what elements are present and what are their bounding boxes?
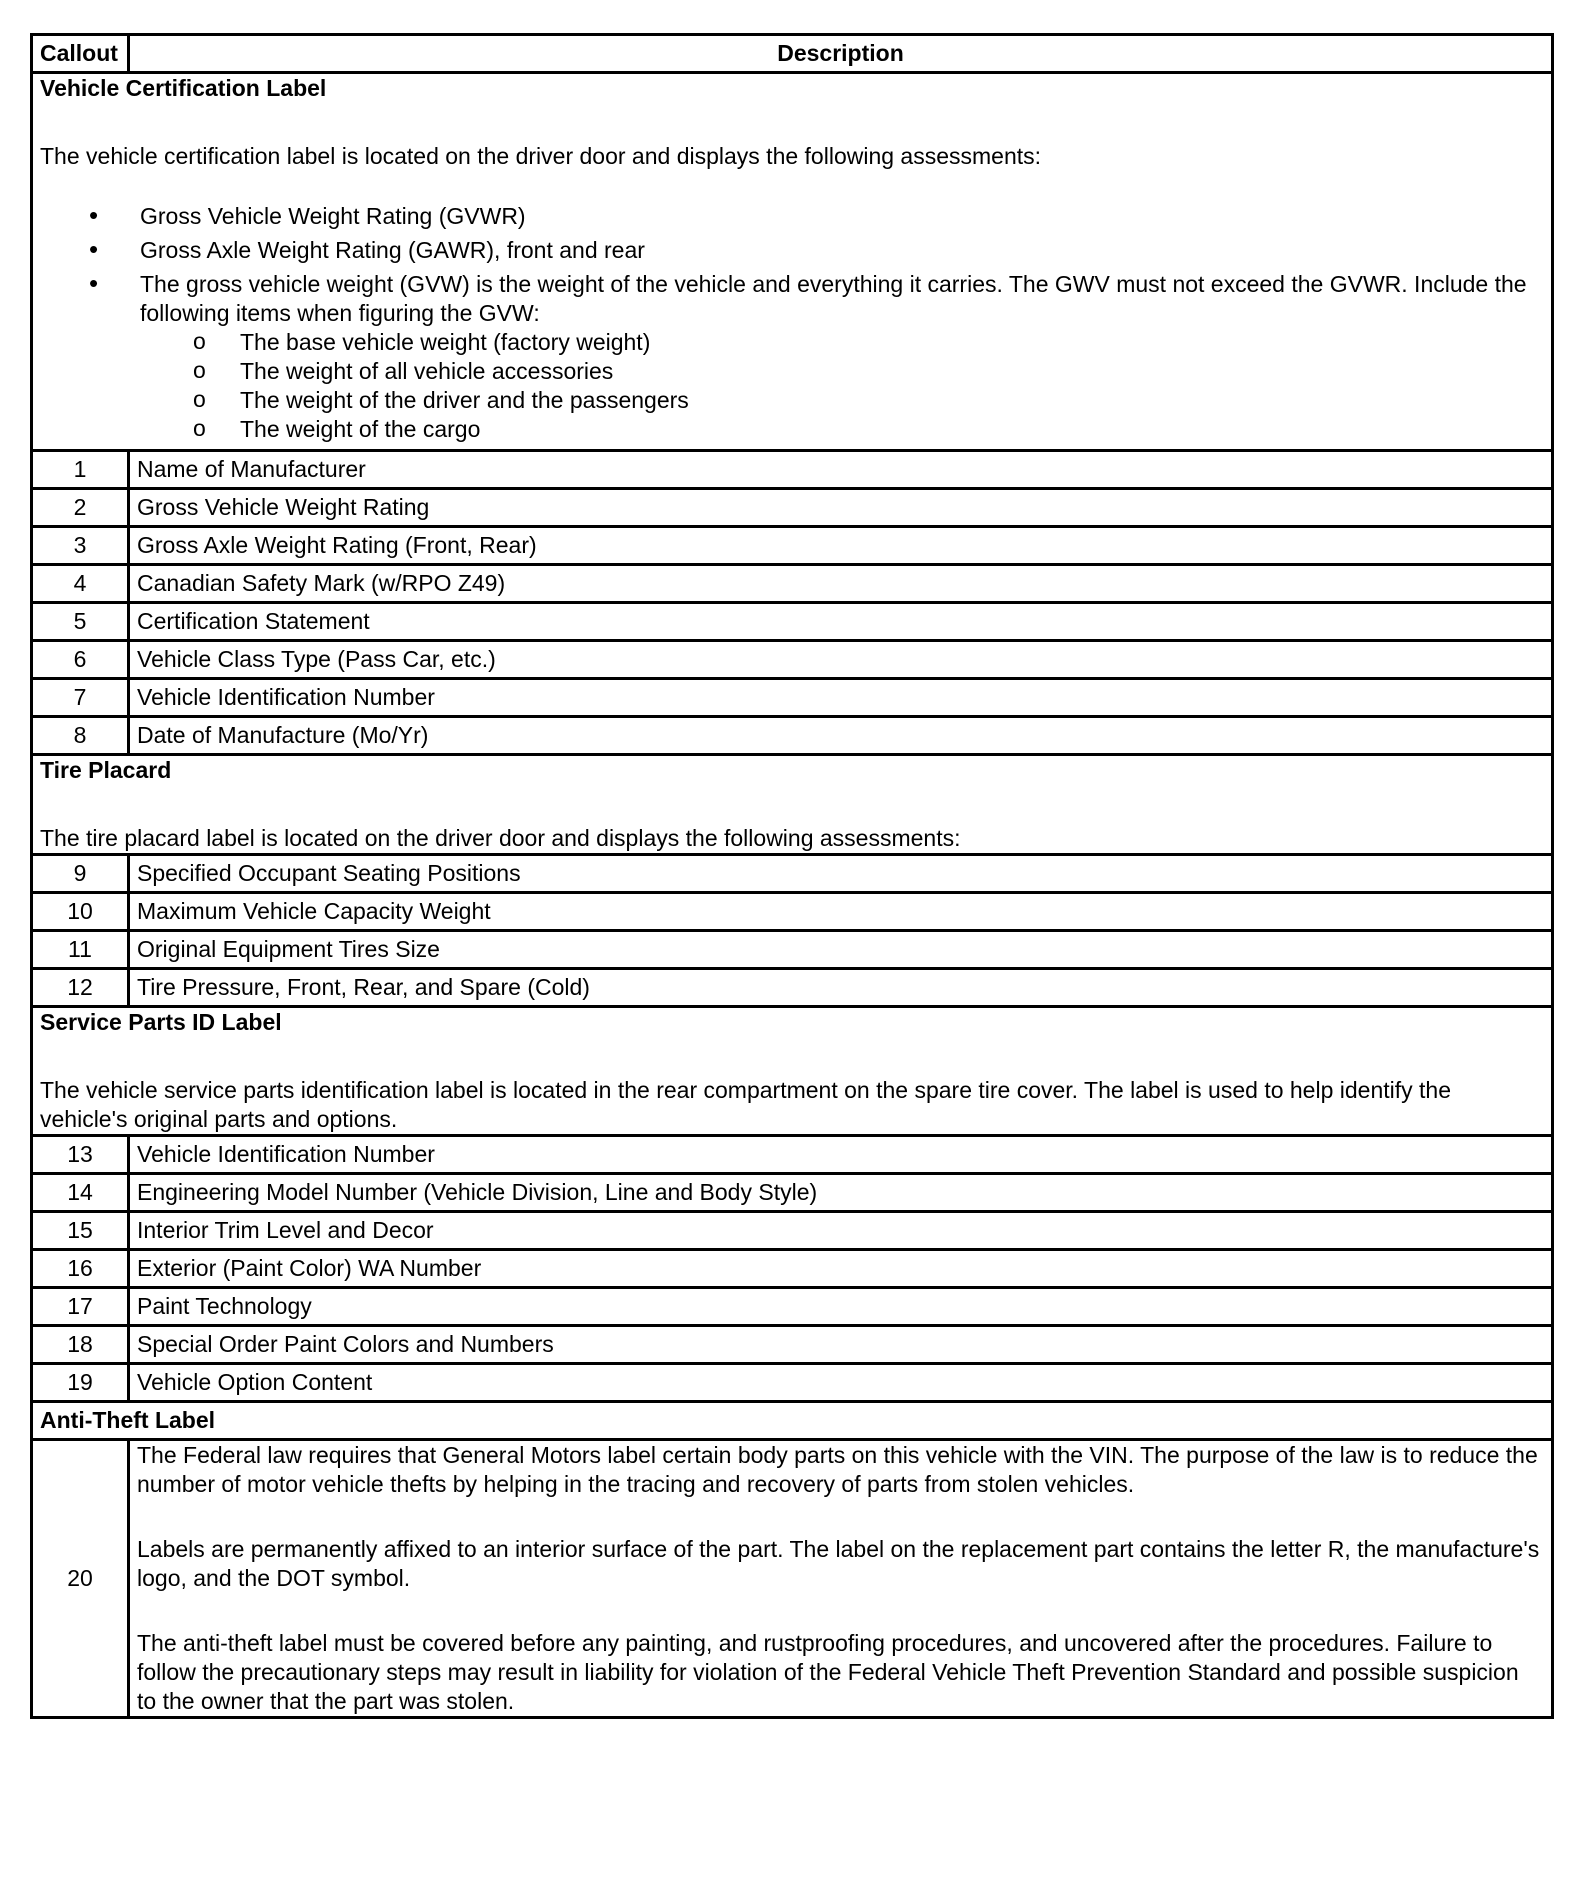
- bullet-item: • Gross Vehicle Weight Rating (GVWR): [40, 202, 1544, 231]
- table-row: [32, 489, 1553, 527]
- callout-number: 14: [32, 1174, 129, 1212]
- callout-number: 6: [32, 641, 129, 679]
- header-row: [32, 35, 1553, 73]
- paragraph: Labels are permanently affixed to an interior surface of the part. The label on the replacement part contains the letter R, the manufacture's logo, and the DOT symbol.: [137, 1536, 1540, 1591]
- table-row: [32, 641, 1553, 679]
- callout-description: Certification Statement: [129, 603, 1553, 641]
- callout-number: 10: [32, 893, 129, 931]
- callout-number: 7: [32, 679, 129, 717]
- section-intro: The tire placard label is located on the driver door and displays the following assessments:: [40, 825, 961, 851]
- sub-bullet-list: [140, 328, 1544, 444]
- sub-bullet-item: o The base vehicle weight (factory weight): [140, 328, 1544, 357]
- table-row: [32, 969, 1553, 1007]
- callout-description: [129, 1440, 1553, 1718]
- section-title: Vehicle Certification Label: [40, 75, 327, 101]
- section-row-vehicle-certification: [32, 73, 1553, 451]
- section-row-tire-placard: [32, 755, 1553, 855]
- callout-number: 11: [32, 931, 129, 969]
- callout-description: Interior Trim Level and Decor: [129, 1212, 1553, 1250]
- callout-number: 19: [32, 1364, 129, 1402]
- table-row: [32, 855, 1553, 893]
- bullet-list: [40, 202, 1544, 444]
- paragraph: The anti-theft label must be covered before any painting, and rustproofing procedures, and uncovered after the procedures. Failure to follow the precautionary steps may result in liability for violation of the Federal Vehicle Theft Prevention Standard and possible suspicion to the owner that the part was stolen.: [137, 1630, 1519, 1714]
- table-row: [32, 565, 1553, 603]
- callout-description: Name of Manufacturer: [129, 451, 1553, 489]
- sub-bullet-item: o The weight of the cargo: [140, 415, 1544, 444]
- table-row: [32, 1440, 1553, 1718]
- callout-number: 13: [32, 1136, 129, 1174]
- callout-number: 5: [32, 603, 129, 641]
- sub-bullet-item: o The weight of the driver and the passengers: [140, 386, 1544, 415]
- sub-bullet-item: o The weight of all vehicle accessories: [140, 357, 1544, 386]
- section-intro: The vehicle service parts identification label is located in the rear compartment on the spare tire cover. The label is used to help identify the vehicle's original parts and options.: [40, 1077, 1452, 1132]
- table-row: [32, 527, 1553, 565]
- table-row: [32, 1288, 1553, 1326]
- table-row: [32, 603, 1553, 641]
- callout-description: Original Equipment Tires Size: [129, 931, 1553, 969]
- section-row-service-parts: [32, 1007, 1553, 1136]
- callout-description: Vehicle Option Content: [129, 1364, 1553, 1402]
- callout-number: 1: [32, 451, 129, 489]
- callout-description: Exterior (Paint Color) WA Number: [129, 1250, 1553, 1288]
- table-row: [32, 451, 1553, 489]
- section-service-parts: [32, 1007, 1553, 1136]
- callout-number: 8: [32, 717, 129, 755]
- callout-description: Special Order Paint Colors and Numbers: [129, 1326, 1553, 1364]
- callout-description: Vehicle Identification Number: [129, 1136, 1553, 1174]
- table-row: [32, 717, 1553, 755]
- section-title: Tire Placard: [40, 757, 172, 783]
- callout-number: 18: [32, 1326, 129, 1364]
- callout-number: 4: [32, 565, 129, 603]
- table-row: [32, 1250, 1553, 1288]
- bullet-item: • The gross vehicle weight (GVW) is the weight of the vehicle and everything it carries. The GWV must not exceed the GVWR. Include the following items when figuring the GVW: o The base vehicle weight (factory weight) o The weight of all vehicle accessories o The weight of the driver and the passengers o The weight of the cargo: [40, 270, 1544, 444]
- callout-description: Tire Pressure, Front, Rear, and Spare (Cold): [129, 969, 1553, 1007]
- section-intro: The vehicle certification label is located on the driver door and displays the following assessments:: [40, 143, 1042, 169]
- callout-description: Gross Vehicle Weight Rating: [129, 489, 1553, 527]
- bullet-item: • Gross Axle Weight Rating (GAWR), front and rear: [40, 236, 1544, 265]
- callout-description: Engineering Model Number (Vehicle Division, Line and Body Style): [129, 1174, 1553, 1212]
- callout-description: Gross Axle Weight Rating (Front, Rear): [129, 527, 1553, 565]
- callout-number: 12: [32, 969, 129, 1007]
- table-row: [32, 931, 1553, 969]
- callout-number: 15: [32, 1212, 129, 1250]
- callout-description: Vehicle Class Type (Pass Car, etc.): [129, 641, 1553, 679]
- callout-number: 20: [32, 1440, 129, 1718]
- section-title: Service Parts ID Label: [40, 1009, 282, 1035]
- table-row: [32, 1174, 1553, 1212]
- column-header-description: Description: [129, 35, 1553, 73]
- callout-number: 3: [32, 527, 129, 565]
- section-row-anti-theft: [32, 1402, 1553, 1440]
- callout-number: 2: [32, 489, 129, 527]
- table-row: [32, 1326, 1553, 1364]
- callout-description: Canadian Safety Mark (w/RPO Z49): [129, 565, 1553, 603]
- callout-description: Specified Occupant Seating Positions: [129, 855, 1553, 893]
- table-row: [32, 1136, 1553, 1174]
- callout-description: Vehicle Identification Number: [129, 679, 1553, 717]
- callout-number: 16: [32, 1250, 129, 1288]
- table-row: [32, 1364, 1553, 1402]
- section-tire-placard: [32, 755, 1553, 855]
- callout-description: Maximum Vehicle Capacity Weight: [129, 893, 1553, 931]
- callout-number: 17: [32, 1288, 129, 1326]
- section-vehicle-certification: [32, 73, 1553, 451]
- column-header-callout: Callout: [32, 35, 129, 73]
- callout-number: 9: [32, 855, 129, 893]
- callout-description: Paint Technology: [129, 1288, 1553, 1326]
- section-title: Anti-Theft Label: [32, 1402, 1553, 1440]
- table-row: [32, 679, 1553, 717]
- table-row: [32, 1212, 1553, 1250]
- paragraph: The Federal law requires that General Motors label certain body parts on this vehicle with the VIN. The purpose of the law is to reduce the number of motor vehicle thefts by helping in the tracing and recovery of parts from stolen vehicles.: [137, 1442, 1538, 1497]
- table-row: [32, 893, 1553, 931]
- callout-legend-table: [30, 33, 1554, 1719]
- callout-description: Date of Manufacture (Mo/Yr): [129, 717, 1553, 755]
